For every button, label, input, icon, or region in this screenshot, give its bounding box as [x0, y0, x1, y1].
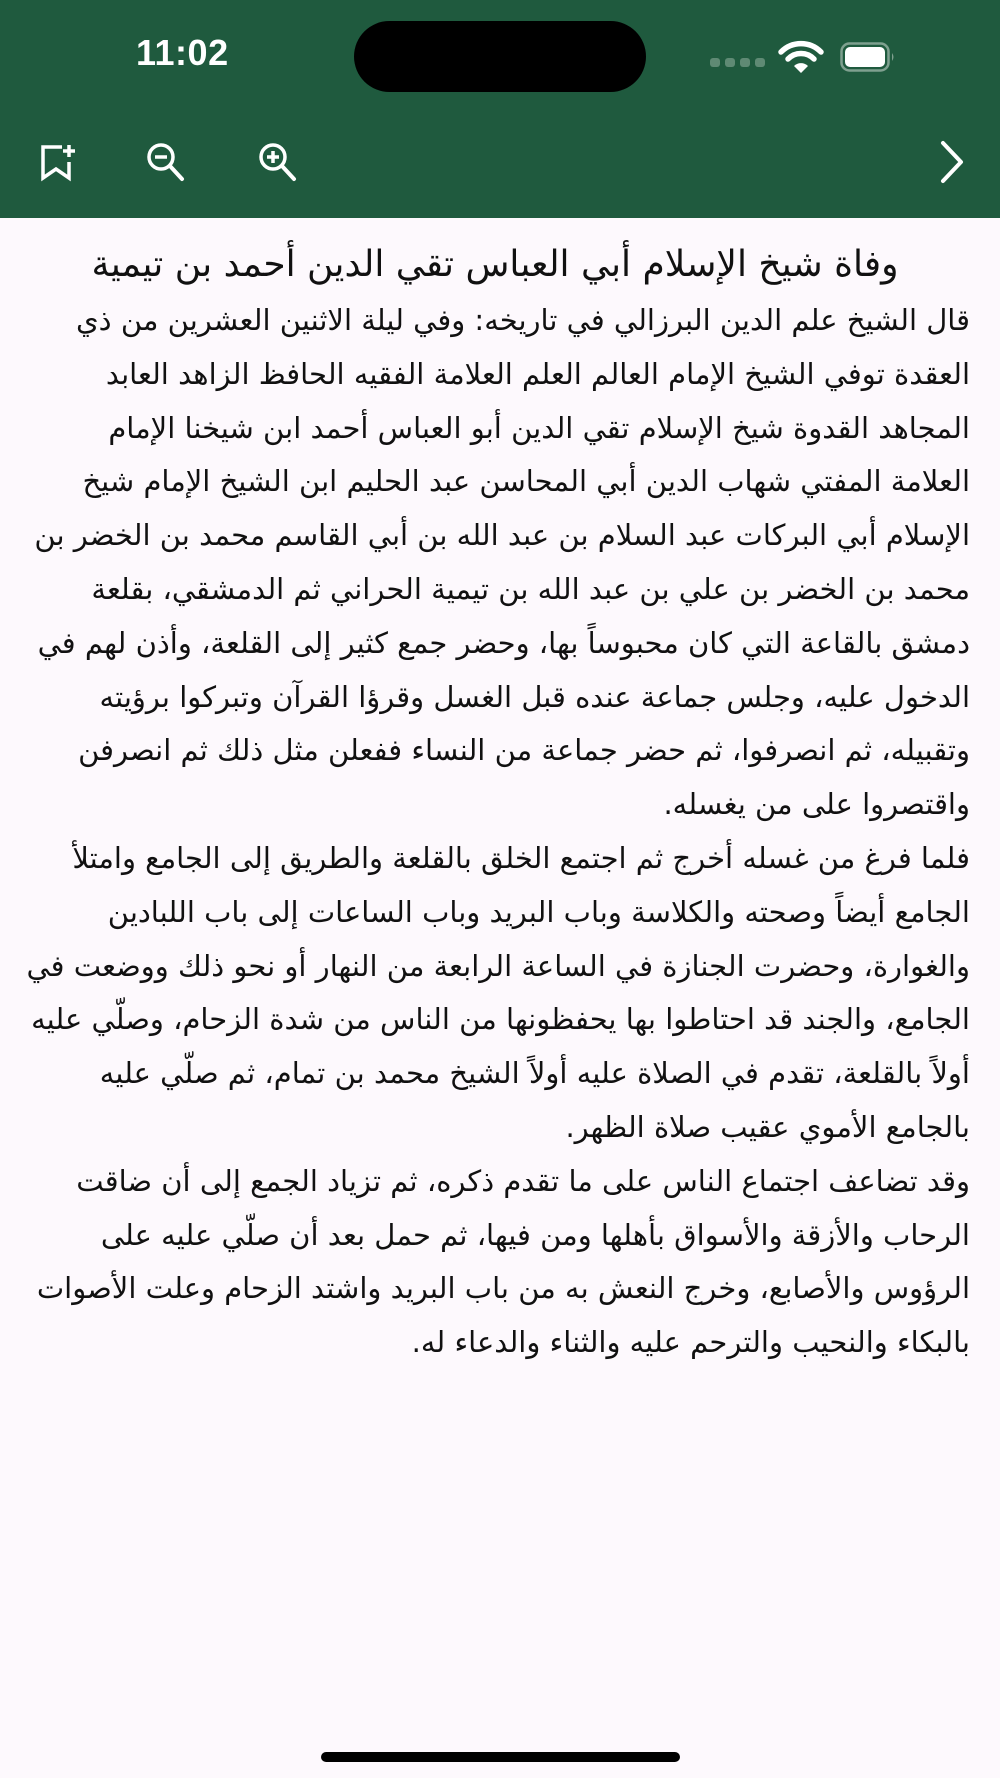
- bookmark-plus-icon: [38, 142, 78, 182]
- cellular-signal-icon: [710, 58, 765, 67]
- article-title: وفاة شيخ الإسلام أبي العباس تقي الدين أحمد بن تيمية: [91, 244, 899, 285]
- wifi-icon: [778, 40, 824, 74]
- zoom-out-icon: [144, 140, 188, 184]
- add-bookmark-button[interactable]: [36, 140, 80, 184]
- zoom-in-icon: [256, 140, 300, 184]
- next-button[interactable]: [930, 140, 974, 184]
- chevron-right-icon: [934, 140, 970, 184]
- article-body: [22, 294, 970, 1370]
- article-content: [0, 218, 1000, 1370]
- top-bar: [0, 0, 1000, 218]
- status-time: 11:02: [136, 32, 229, 73]
- battery-icon: [840, 42, 896, 72]
- zoom-out-button[interactable]: [144, 140, 188, 184]
- zoom-in-button[interactable]: [256, 140, 300, 184]
- home-indicator[interactable]: [321, 1752, 680, 1762]
- dynamic-island: [354, 21, 646, 92]
- paragraph: فلما فرغ من غسله أخرج ثم اجتمع الخلق بالقلعة والطريق إلى الجامع وامتلأ الجامع أيضاً وصحته والكلاسة وباب البريد وباب الساعات إلى باب اللبادين والغوارة، وحضرت الجنازة في الساعة الرابعة من النهار أو نحو ذلك ووضعت في الجامع، والجند قد احتاطوا بها يحفظونها من الناس من شدة الزحام، وصلّي عليه أولاً بالقلعة، تقدم في الصلاة عليه أولاً الشيخ محمد بن تمام، ثم صلّي عليه بالجامع الأموي عقيب صلاة الظهر.: [26, 840, 970, 1144]
- paragraph: قال الشيخ علم الدين البرزالي في تاريخه: وفي ليلة الاثنين العشرين من ذي العقدة توفي الشيخ الإمام العالم العلم العلامة الفقيه الحافظ الزاهد العابد المجاهد القدوة شيخ الإسلام تقي الدين أبو العباس أحمد ابن شيخنا الإمام العلامة المفتي شهاب الدين أبي المحاسن عبد الحليم ابن الشيخ الإمام شيخ الإسلام أبي البركات عبد السلام بن عبد الله بن أبي القاسم محمد بن الخضر بن محمد بن الخضر بن علي بن عبد الله بن تيمية الحراني ثم الدمشقي، بقلعة دمشق بالقاعة التي كان محبوساً بها، وحضر جمع كثير إلى القلعة، وأذن لهم في الدخول عليه، وجلس جماعة عنده قبل الغسل وقرؤا القرآن وتبركوا برؤيته وتقبيله، ثم انصرفوا، ثم حضر جماعة من النساء ففعلن مثل ذلك ثم انصرفن واقتصروا على من يغسله.: [34, 303, 970, 822]
- paragraph: وقد تضاعف اجتماع الناس على ما تقدم ذكره، ثم تزياد الجمع إلى أن ضاقت الرحاب والأزقة والأسواق بأهلها ومن فيها، ثم حمل بعد أن صلّي عليه على الرؤوس والأصابع، وخرج النعش به من باب البريد واشتد الزحام وعلت الأصوات بالبكاء والنحيب والترحم عليه والثناء والدعاء له.: [36, 1163, 970, 1360]
